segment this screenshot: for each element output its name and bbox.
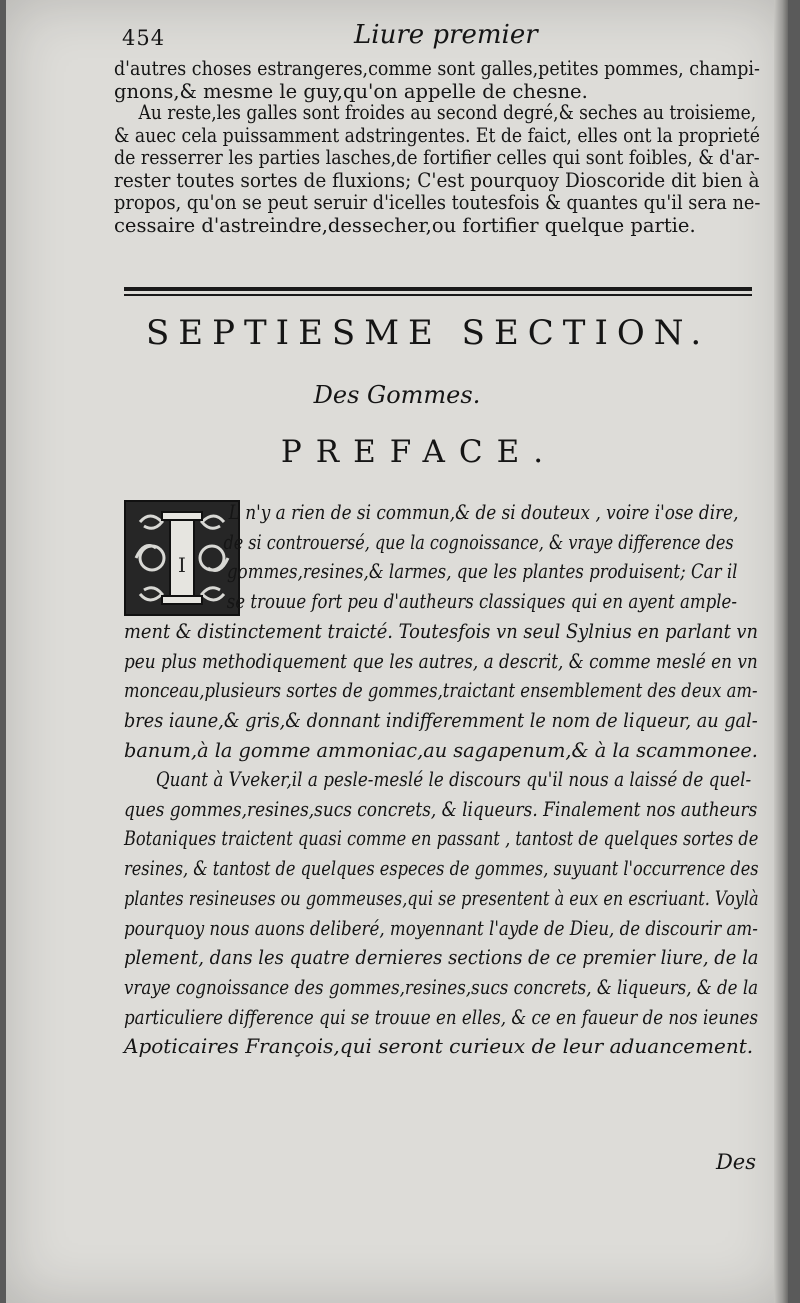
text-line: Au reste,les galles sont froides au second degré,& seches au troisieme, — [138, 101, 757, 124]
page-header — [114, 18, 748, 48]
text-line: se trouue fort peu d'autheurs classiques qui en ayent ample- — [226, 589, 737, 614]
text-line: propos, qu'on se peut seruir d'icelles toutesfois & quantes qu'il sera ne- — [114, 191, 761, 214]
intro-paragraph — [114, 58, 760, 103]
galles-paragraph — [114, 102, 760, 237]
running-title: Liure premier — [354, 20, 538, 50]
catchword: Des — [715, 1150, 756, 1174]
text-line: rester toutes sortes de fluxions; C'est pourquoy Dioscoride dit bien à — [114, 168, 760, 192]
text-line: gommes,resines,& larmes, que les plantes produisent; Car il — [227, 559, 738, 584]
section-rule-thick — [124, 287, 752, 291]
section-title: SEPTIESME SECTION. — [146, 313, 711, 353]
text-line: particuliere difference qui se trouue en elles, & ce en faueur de nos ieunes — [124, 1004, 759, 1029]
text-line: de si controuersé, que la cognoissance, & vraye difference des — [223, 529, 734, 554]
text-line: de resserrer les parties lasches,de fortifier celles qui sont foibles, & d'ar- — [114, 146, 760, 169]
text-line: gnons,& mesme le guy,qu'on appelle de chesne. — [114, 79, 588, 103]
text-line: ques gommes,resines,sucs concrets, & liqueurs. Finalement nos autheurs — [124, 796, 758, 821]
section-rule-thin — [124, 294, 752, 296]
section-subtitle: Des Gommes. — [313, 381, 481, 409]
preface-paragraph-1 — [124, 498, 758, 765]
text-line: pourquoy nous auons deliberé, moyennant l'ayde de Dieu, de discourir am- — [124, 915, 758, 940]
text-line: Apoticaires François,qui seront curieux de leur aduancement. — [124, 1034, 754, 1059]
text-line: & auec cela puissamment adstringentes. Et de faict, elles ont la proprieté — [114, 123, 760, 147]
text-line: banum,à la gomme ammoniac,au sagapenum,& à la scammonee. — [124, 737, 758, 762]
text-line: plantes resineuses ou gommeuses,qui se presentent à eux en escriuant. Voylà — [124, 885, 759, 910]
text-line: vraye cognoissance des gommes,resines,sucs concrets, & liqueurs, & de la — [124, 974, 759, 999]
book-page — [6, 0, 788, 1303]
text-line: monceau,plusieurs sortes de gommes,traictant ensemblement des deux am- — [124, 678, 758, 703]
text-line: ment & distinctement traicté. Toutesfois vn seul Sylnius en parlant vn — [124, 618, 759, 643]
svg-text:I: I — [178, 553, 186, 577]
text-line: peu plus methodiquement que les autres, a descrit, & comme meslé en vn — [124, 648, 758, 673]
text-line: resines, & tantost de quelques especes de gommes, suyuant l'occurrence des — [124, 856, 759, 881]
text-line: bres iaune,& gris,& donnant indifferemment le nom de liqueur, au gal- — [124, 707, 758, 732]
preface-heading: PREFACE. — [280, 434, 558, 470]
show-through-text — [116, 240, 748, 264]
text-line: cessaire d'astreindre,dessecher,ou fortifier quelque partie. — [114, 213, 696, 237]
page-number: 454 — [122, 26, 166, 50]
text-line: L n'y a rien de si commun,& de si douteux , voire i'ose dire, — [228, 500, 739, 524]
text-line: plement, dans les quatre dernieres sections de ce premier liure, de la — [124, 945, 759, 970]
text-line: Quant à Vveker,il a pesle-meslé le discours qu'il nous a laissé de quel- — [155, 767, 752, 791]
page-edge — [774, 0, 788, 1303]
text-line: Botaniques traictent quasi comme en passant , tantost de quelques sortes de — [124, 826, 759, 851]
text-line: d'autres choses estrangeres,comme sont galles,petites pommes, champi- — [114, 57, 760, 80]
preface-paragraph-2 — [124, 765, 758, 1062]
